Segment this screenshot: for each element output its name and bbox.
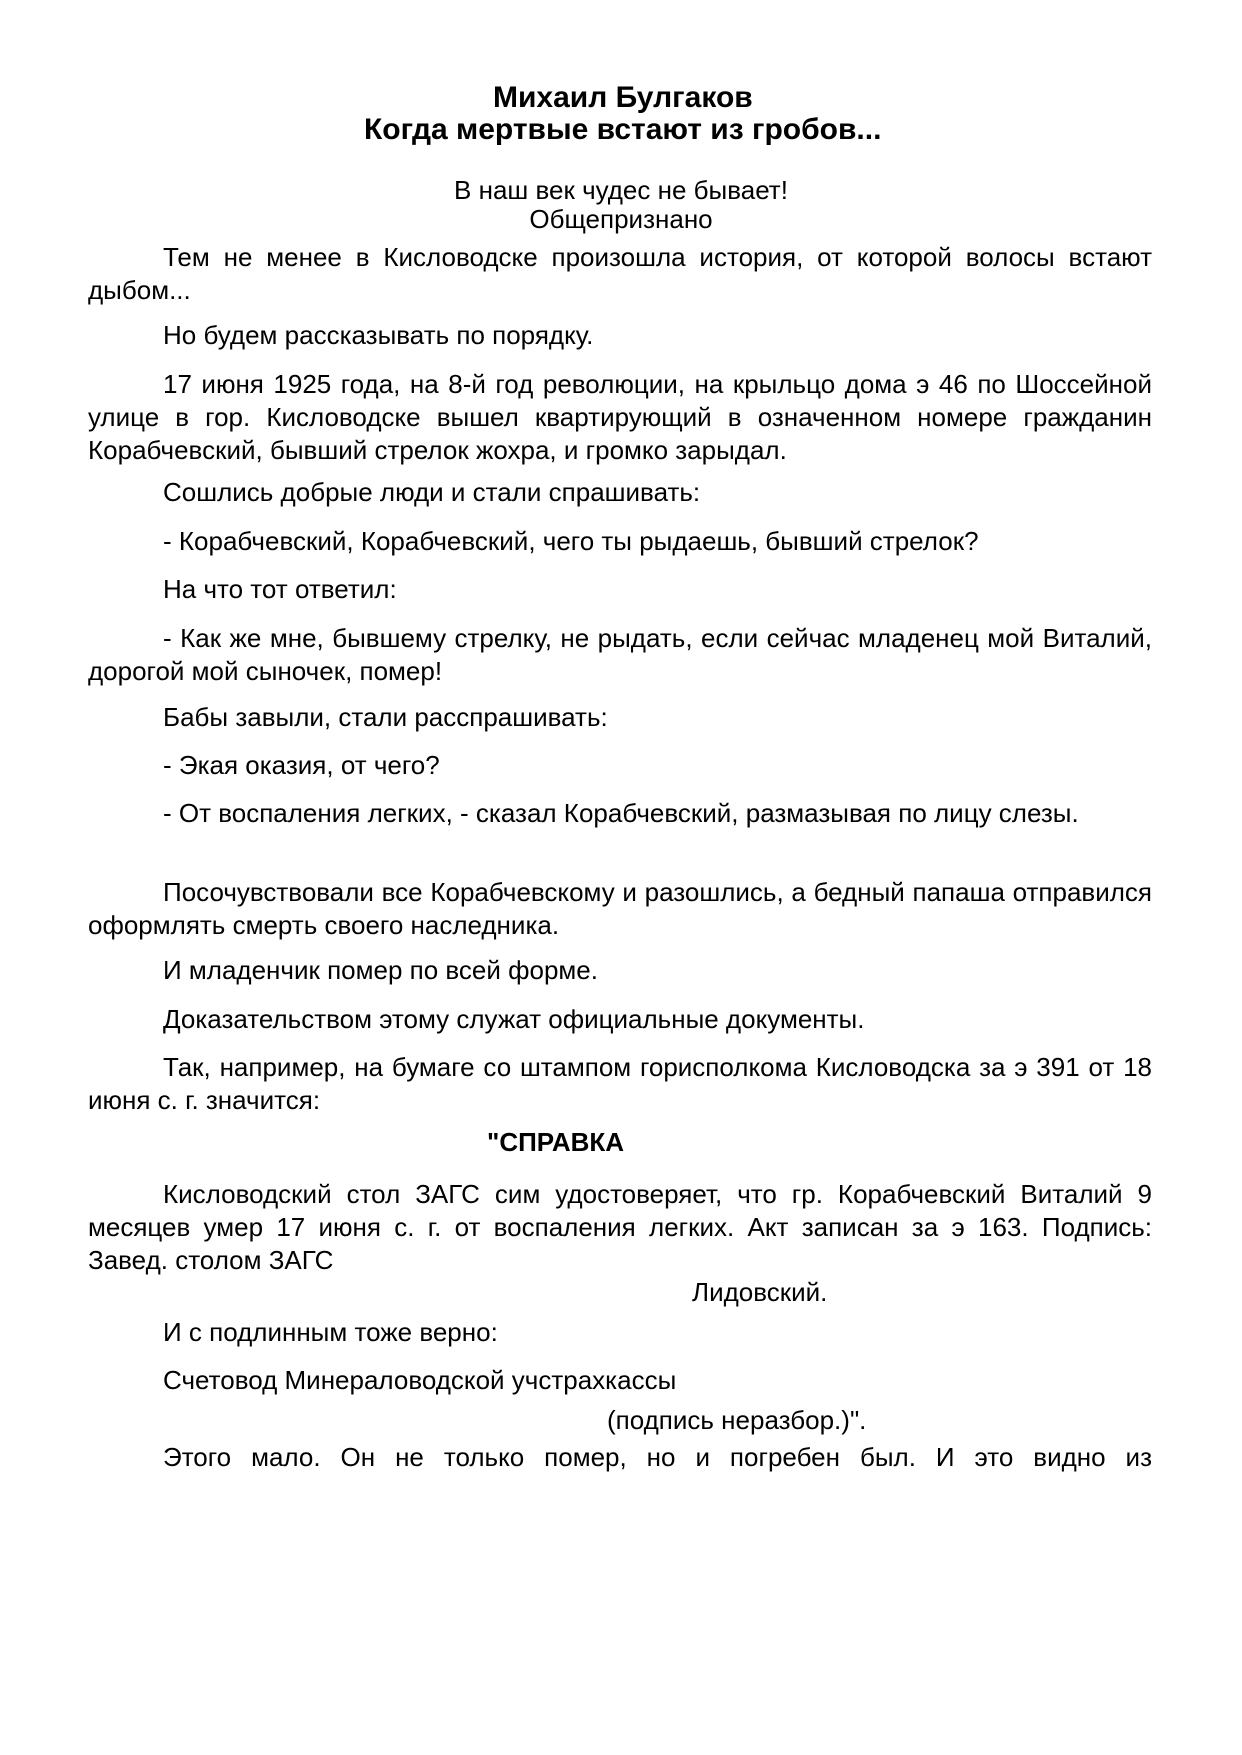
certificate-heading: "СПРАВКА bbox=[487, 1127, 625, 1157]
paragraph-5: - Корабчевский, Корабчевский, чего ты рыдаешь, бывший стрелок? bbox=[163, 526, 979, 556]
story-title: Когда мертвые встают из гробов... bbox=[364, 113, 882, 146]
paragraph-6: На что тот ответил: bbox=[163, 574, 397, 604]
certificate-signature: Лидовский. bbox=[692, 1277, 828, 1307]
paragraph-2: Но будем рассказывать по порядку. bbox=[163, 320, 594, 350]
certificate-body: Кисловодский стол ЗАГС сим удостоверяет, что гр. Корабчевский Виталий 9 месяцев умер 17 июня с. г. от воспаления легких. Акт записан за э 163. Подпись: Завед. столом ЗАГС bbox=[88, 1179, 1152, 1275]
paragraph-7: - Как же мне, бывшему стрелку, не рыдать, если сейчас младенец мой Виталий, дорогой мой сыночек, помер! bbox=[88, 623, 1152, 686]
epigraph-line: В наш век чудес не бывает! bbox=[454, 175, 788, 205]
author-name: Михаил Булгаков bbox=[493, 81, 753, 114]
paragraph-11: Посочувствовали все Корабчевскому и разошлись, а бедный папаша отправился оформлять смерть своего наследника. bbox=[88, 877, 1152, 940]
paragraph-13: Доказательством этому служат официальные документы. bbox=[163, 1004, 865, 1034]
paragraph-3: 17 июня 1925 года, на 8-й год революции, на крыльцо дома э 46 по Шоссейной улице в гор. Кисловодске вышел квартирующий в означенном номере гражданин Корабчевский, бывший стрелок жохра, и громко зарыдал. bbox=[88, 369, 1152, 465]
paragraph-12: И младенчик помер по всей форме. bbox=[163, 955, 598, 985]
paragraph-10: - От воспаления легких, - сказал Корабчевский, размазывая по лицу слезы. bbox=[163, 798, 1079, 828]
certificate-verified: И с подлинным тоже верно: bbox=[163, 1317, 498, 1347]
certificate-accountant: Счетовод Минераловодской учстрахкассы bbox=[163, 1365, 677, 1395]
paragraph-9: - Экая оказия, от чего? bbox=[163, 750, 440, 780]
paragraph-8: Бабы завыли, стали расспрашивать: bbox=[163, 702, 608, 732]
certificate-signature-2: (подпись неразбор.)". bbox=[607, 1405, 867, 1435]
epigraph-source: Общепризнано bbox=[529, 204, 713, 234]
paragraph-4: Сошлись добрые люди и стали спрашивать: bbox=[163, 477, 701, 507]
closing-paragraph: Этого мало. Он не только помер, но и погребен был. И это видно из bbox=[163, 1442, 1152, 1472]
paragraph-1: Тем не менее в Кисловодске произошла история, от которой волосы встают дыбом... bbox=[88, 242, 1152, 305]
paragraph-14: Так, например, на бумаге со штампом горисполкома Кисловодска за э 391 от 18 июня с. г. значится: bbox=[88, 1052, 1152, 1115]
